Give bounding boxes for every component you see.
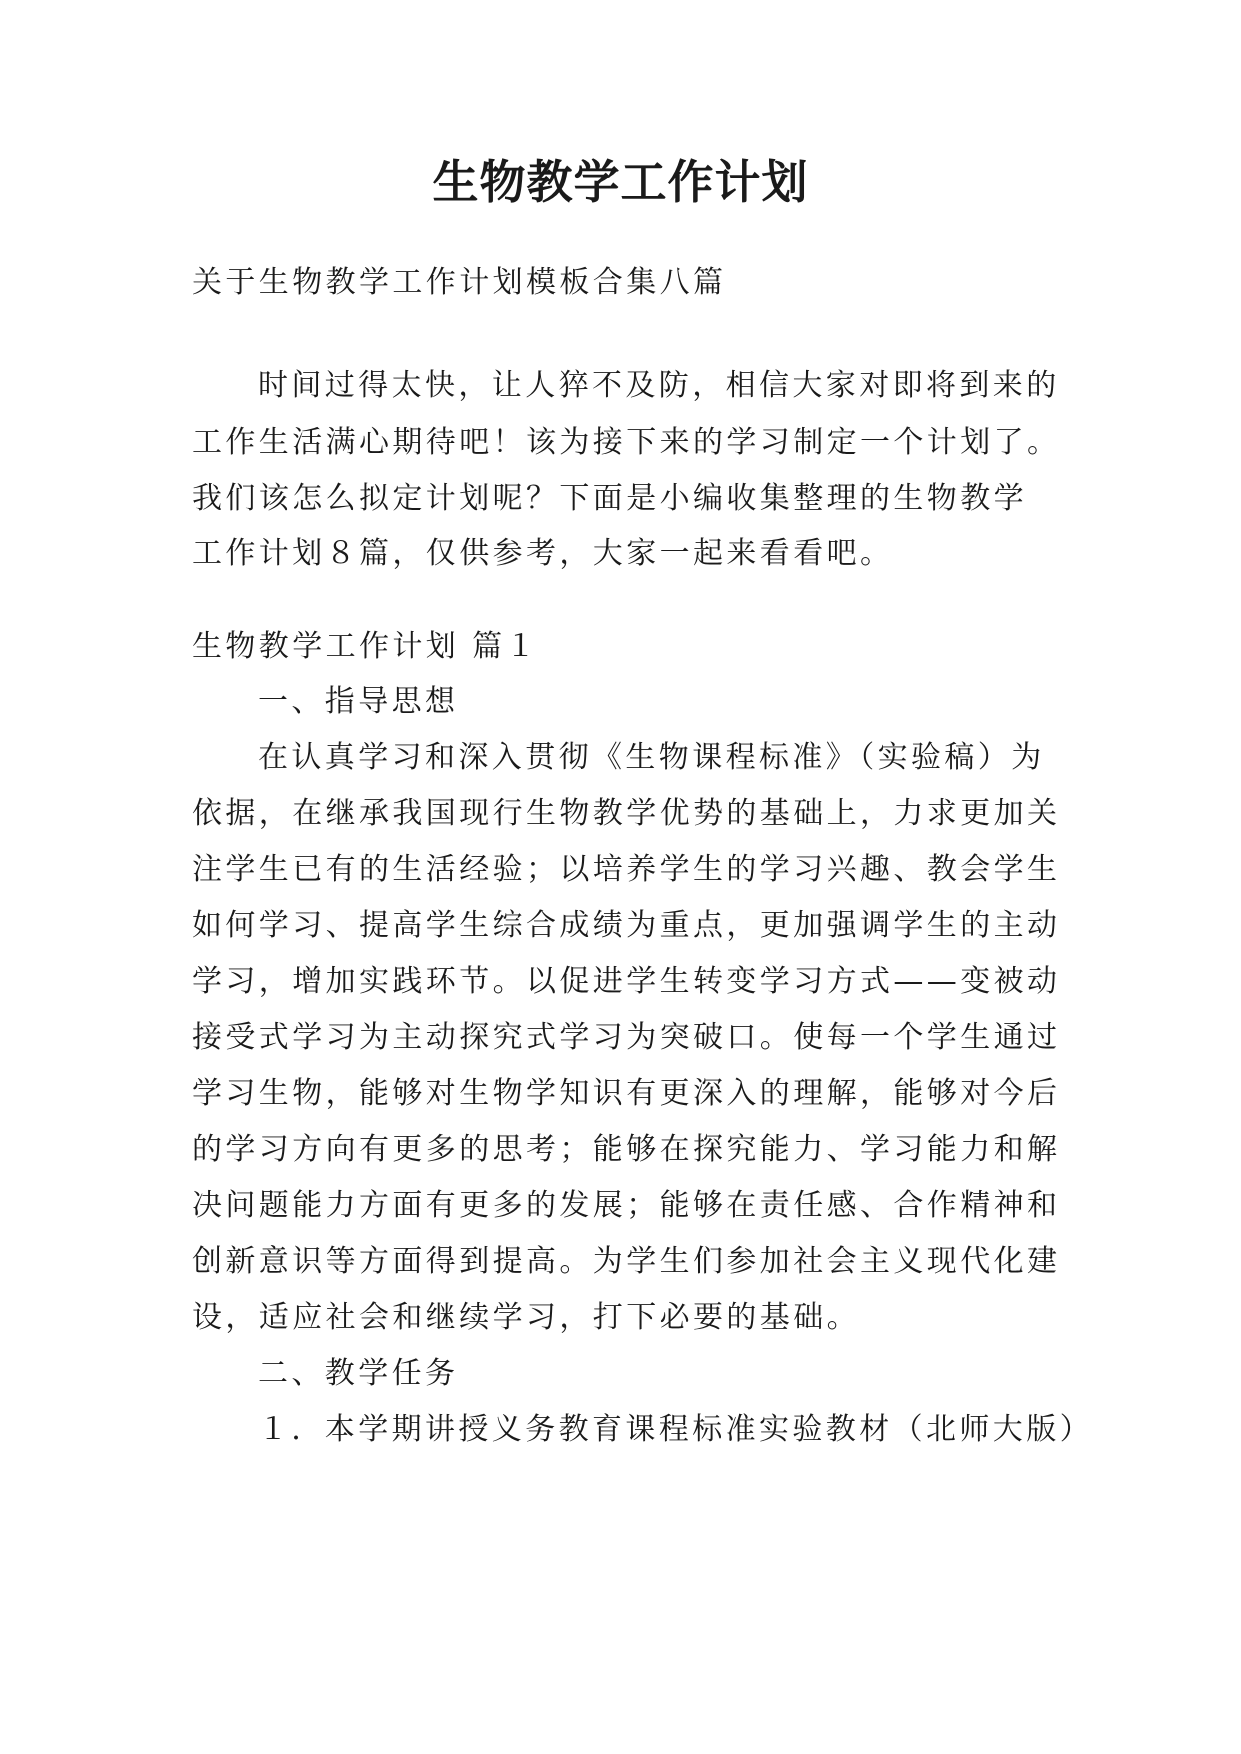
body-line: 的学习方向有更多的思考；能够在探究能力、学习能力和解	[192, 1132, 1061, 1167]
document-title: 生物教学工作计划	[432, 155, 809, 209]
body-line: 注学生已有的生活经验；以培养学生的学习兴趣、教会学生	[192, 852, 1061, 887]
body-line: 如何学习、提高学生综合成绩为重点，更加强调学生的主动	[192, 908, 1061, 943]
body-line: 学习生物，能够对生物学知识有更深入的理解，能够对今后	[192, 1076, 1061, 1111]
body-line: 在认真学习和深入贯彻《生物课程标准》（实验稿）为	[258, 740, 1045, 775]
body-line: 依据，在继承我国现行生物教学优势的基础上，力求更加关	[192, 796, 1061, 831]
intro-line: 工作生活满心期待吧！该为接下来的学习制定一个计划了。	[192, 425, 1061, 460]
body-line: 创新意识等方面得到提高。为学生们参加社会主义现代化建	[192, 1244, 1061, 1279]
document-subtitle: 关于生物教学工作计划模板合集八篇	[192, 265, 727, 300]
intro-line: 时间过得太快，让人猝不及防，相信大家对即将到来的	[258, 368, 1060, 403]
intro-line: 我们该怎么拟定计划呢？下面是小编收集整理的生物教学	[192, 481, 1027, 516]
intro-line: 工作计划８篇，仅供参考，大家一起来看看吧。	[192, 536, 894, 571]
part2-heading: 二、教学任务	[258, 1356, 459, 1391]
body-line: 决问题能力方面有更多的发展；能够在责任感、合作精神和	[192, 1188, 1061, 1223]
body-line: 设，适应社会和继续学习，打下必要的基础。	[192, 1300, 860, 1335]
body-line: 接受式学习为主动探究式学习为突破口。使每一个学生通过	[192, 1020, 1061, 1055]
body-line: １．本学期讲授义务教育课程标准实验教材（北师大版）	[258, 1412, 1093, 1447]
part1-heading: 一、指导思想	[258, 684, 459, 719]
section-heading: 生物教学工作计划 篇１	[192, 629, 539, 664]
body-line: 学习，增加实践环节。以促进学生转变学习方式——变被动	[192, 964, 1061, 999]
